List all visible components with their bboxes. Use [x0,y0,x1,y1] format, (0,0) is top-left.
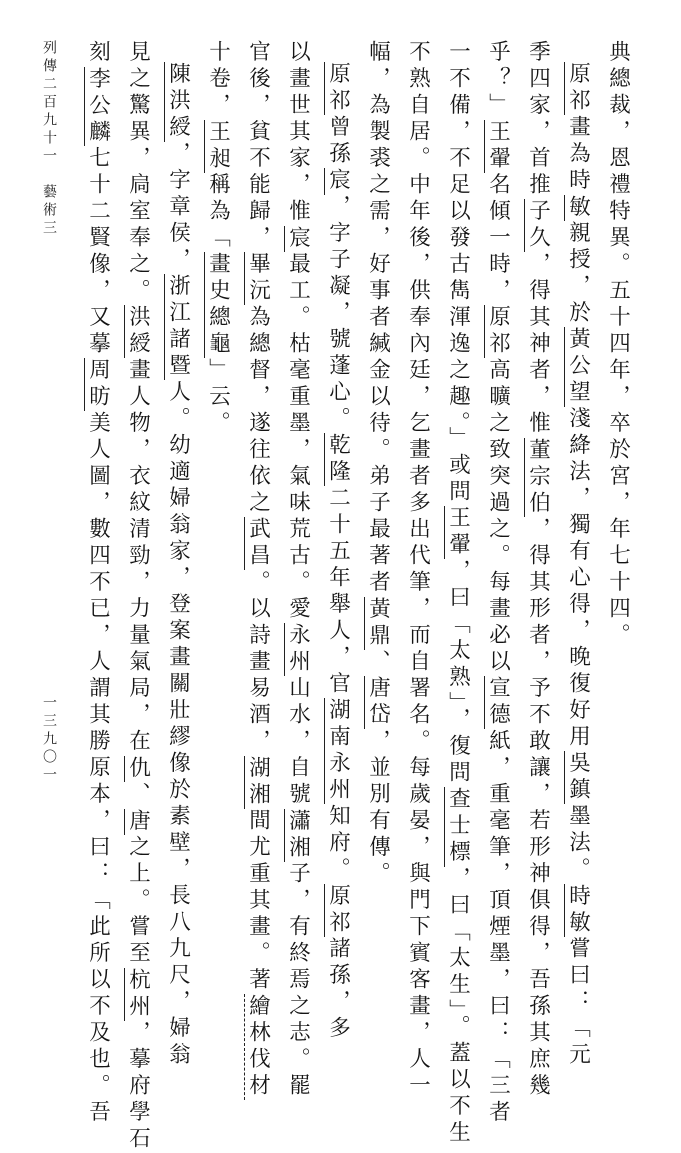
text-run: 不熟自居。中年後，供奉內廷，乞畫者多出代筆，而自署名。每歲晏，與門下賓客畫，人一 [406,40,431,1100]
text-run: 人。幼適婦翁家，登案畫關壯繆像於素壁，長八九尺，婦翁 [166,380,191,1069]
proper-noun: 敏 [564,195,591,222]
proper-noun: 原祁 [484,305,511,358]
proper-noun: 宣德 [484,676,511,729]
proper-noun: 湖湘 [244,756,271,809]
text-run: 刻 [86,40,111,67]
text-run: ，得其形者，予不敢讓，若形神俱得，吾孫其庶幾 [526,517,551,1100]
text-run: 一不備，不足以發古雋渾逸之趣。」或問 [446,40,471,506]
proper-noun: 唐 [124,809,151,836]
text-run: 二十五年舉人，官 [326,486,351,698]
text-run: 」云。 [206,358,231,438]
page-number: 一三九〇一 [42,695,56,785]
text-column-6 [407,40,429,1100]
proper-noun: 畢沅 [244,252,271,305]
proper-noun: 董宗伯 [524,438,551,518]
text-run: 稱為「 [206,173,231,253]
text-run: 墨法。 [566,804,591,884]
proper-noun: 陳洪綬 [164,62,191,142]
proper-noun: 瀟湘 [284,809,311,862]
text-run: ，摹府學石 [126,1021,151,1153]
text-column-12 [167,62,189,1069]
text-run: 典總裁，恩禮特異。五十四年，卒於宮，年七十四。 [606,40,631,650]
text-run: ，得其神者，惟 [526,252,551,438]
proper-noun: 乾隆 [324,433,351,486]
text-run: 間尤重其畫。著 [246,809,271,995]
text-column-14 [87,40,109,1127]
proper-noun: 黃鼎 [364,597,391,650]
proper-noun: 王翬 [484,120,511,173]
running-header-section: 列傳二百九十一 藝術三 [42,40,56,238]
proper-noun: 畫史總龜 [204,252,231,358]
text-run: 高曠之致突過之。每畫必以 [486,358,511,676]
proper-noun: 唐岱 [364,676,391,729]
proper-noun: 宸 [324,168,351,195]
text-run: 乎？」 [486,40,511,120]
text-column-10 [247,40,269,1100]
proper-noun: 李公麟 [84,67,111,147]
text-run: 見之驚異，扃室奉之。 [126,40,151,305]
text-run: 季四家，首推 [526,40,551,199]
proper-noun: 原祁 [564,62,591,115]
proper-noun: 杭州 [124,968,151,1021]
text-column-3 [527,40,549,1100]
text-run: 淺絳法，獨有心得，晚復好用 [566,407,591,752]
proper-noun: 時敏 [564,884,591,937]
text-run: 七十二賢像，又摹 [86,146,111,358]
text-run: 十卷， [206,40,231,120]
proper-noun: 浙江諸暨 [164,274,191,380]
proper-noun: 黃公望 [564,327,591,407]
proper-noun: 仇 [124,756,151,783]
text-column-5 [447,40,469,1147]
proper-noun: 周昉 [84,358,111,411]
text-column-1 [607,40,629,650]
text-run: 嘗曰：「元 [566,937,591,1070]
text-column-2 [567,62,589,1069]
proper-noun: 洪綬 [124,305,151,358]
text-run: ，字章侯， [166,142,191,275]
text-run: ，曰「太生」。蓋以不生 [446,867,471,1148]
text-run: 美人圖，數四不已，人謂其勝原本，曰：「此所以不及也。吾 [86,411,111,1127]
text-run: 、 [366,650,391,677]
text-run: 名傾一時， [486,173,511,306]
proper-noun: 武昌 [244,517,271,570]
text-run: 子，有終焉之志。罷 [286,862,311,1101]
text-column-9 [287,40,309,1100]
text-run: 、 [126,782,151,809]
text-run: ，並別有傳。 [366,729,391,888]
text-run: 知府。 [326,804,351,884]
proper-noun: 王翬 [444,506,471,559]
text-run: 幅，為製裘之需，好事者緘金以待。弟子最著者 [366,40,391,597]
proper-noun: 王昶 [204,120,231,173]
proper-noun: 宸 [284,226,311,253]
text-column-11 [207,40,229,438]
text-run: 畫為時 [566,115,591,195]
text-run: 山水，自號 [286,676,311,809]
proper-noun: 湖南永州 [324,698,351,804]
proper-noun: 永州 [284,623,311,676]
text-run: 官後，貧不能歸， [246,40,271,252]
text-run: 親授，於 [566,221,591,327]
book-title: 繪林伐材 [244,994,271,1100]
text-run: 。以詩畫易酒， [246,570,271,756]
text-run: 最工。枯毫重墨，氣味荒古。愛 [286,252,311,623]
text-run: 紙，重毫筆，頂煙墨，曰：「三者 [486,729,511,1127]
text-run: ，字子凝，號蓬心。 [326,195,351,434]
proper-noun: 原祁 [324,62,351,115]
text-run: 之上。嘗至 [126,835,151,968]
text-run: 畫人物，衣紋清勁，力量氣局，在 [126,358,151,756]
proper-noun: 查士標 [444,787,471,867]
text-column-13 [127,40,149,1153]
text-column-7 [367,40,389,888]
text-column-4 [487,40,509,1127]
proper-noun: 原祁 [324,884,351,937]
text-column-8 [327,62,349,1043]
text-run: 以畫世其家，惟 [286,40,311,226]
text-run: 諸孫，多 [326,937,351,1043]
text-run: 曾孫 [326,115,351,168]
text-run: ，曰「太熟」，復問 [446,559,471,787]
proper-noun: 子久 [524,199,551,252]
text-run: 為總督，遂往依之 [246,305,271,517]
proper-noun: 吳鎮 [564,751,591,804]
